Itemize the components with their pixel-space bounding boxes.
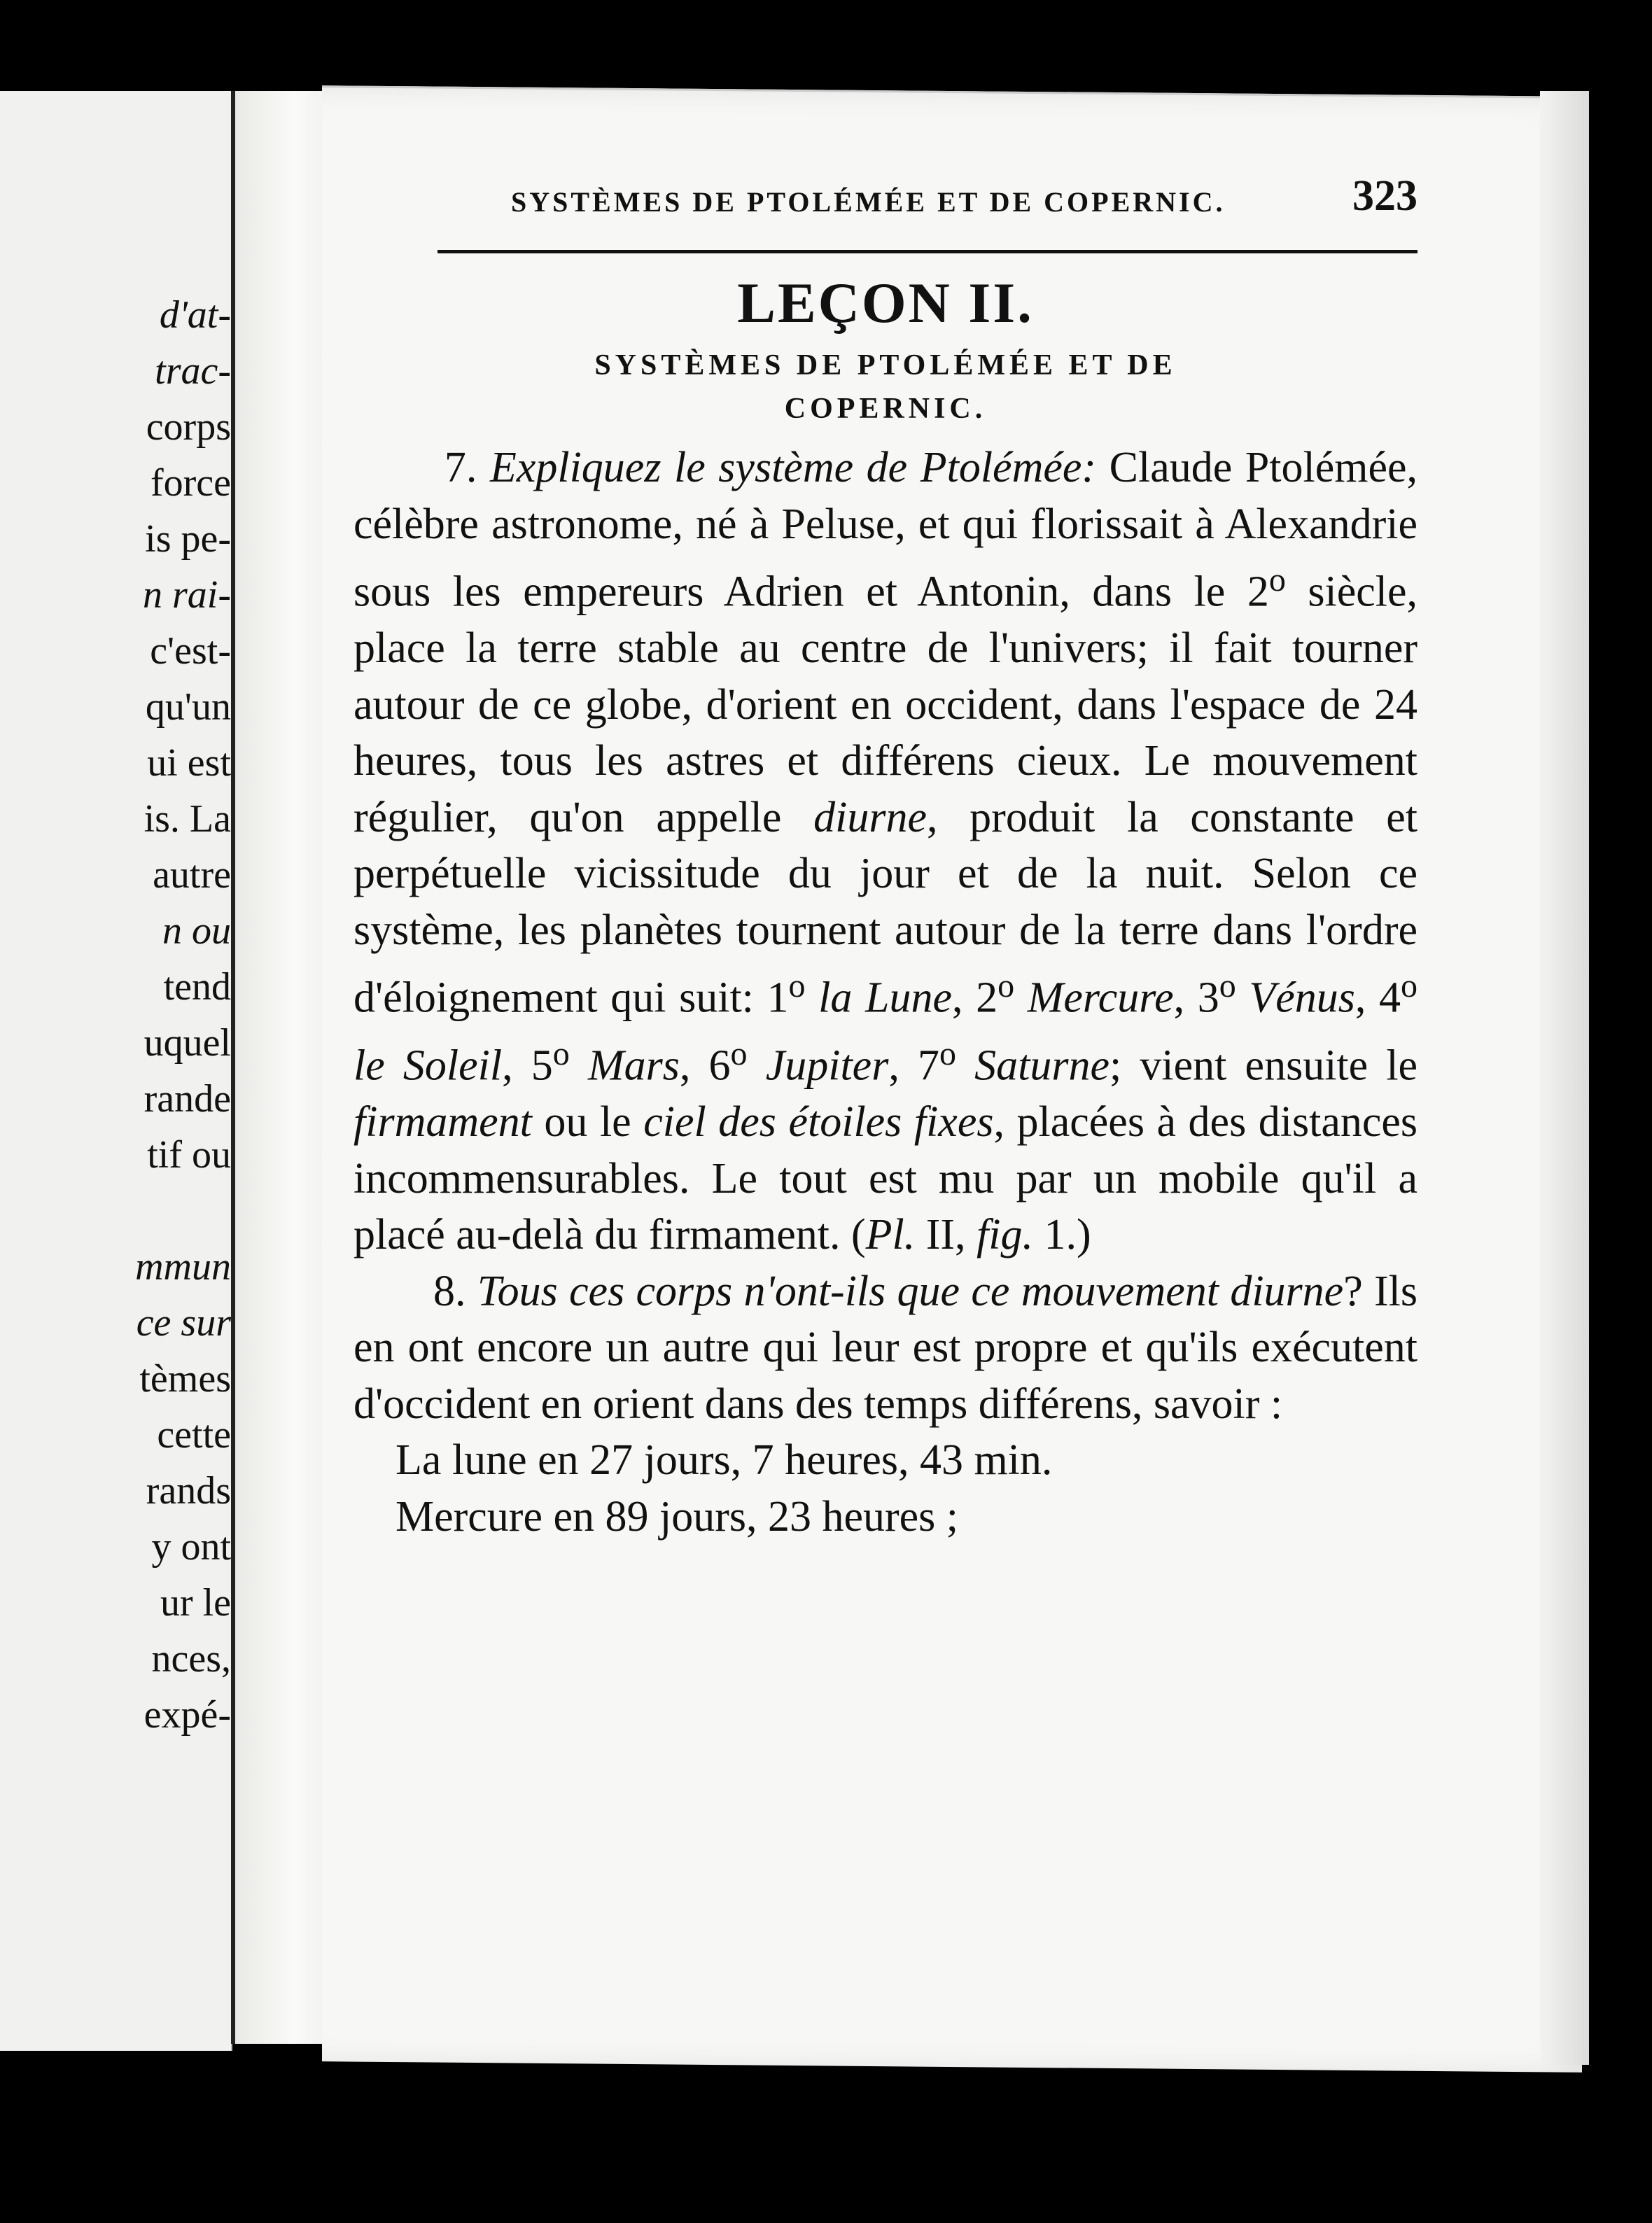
planet-4: le Soleil xyxy=(354,1042,503,1090)
planet-number: , 2 xyxy=(952,974,998,1022)
planet-number: , 4 xyxy=(1354,974,1401,1022)
ordinal: o xyxy=(1401,967,1418,1005)
figure-ref: fig. xyxy=(976,1211,1033,1259)
left-page-line: is pe- xyxy=(145,517,231,561)
ordinal: o xyxy=(730,1035,748,1073)
term-ciel: ciel des étoiles fixes xyxy=(643,1098,994,1146)
term-diurne: diurne xyxy=(813,793,927,841)
left-page-line: tend xyxy=(163,965,231,1009)
period-list xyxy=(354,1432,1418,1545)
list-item: La lune en 27 jours, 7 heures, 43 min. xyxy=(396,1436,1053,1485)
left-page-line: d'at- xyxy=(159,293,231,337)
answer-text: , produit la constante et perpétuelle vicissitude du jour et de la nuit. Selon ce système, les planètes tournent autour de la terre dans l'ordre d'éloignement qui suit: 1 xyxy=(354,793,1418,1022)
running-head xyxy=(354,171,1418,234)
ordinal: o xyxy=(788,967,806,1005)
running-title: SYSTÈMES DE PTOLÉMÉE ET DE COPERNIC. xyxy=(511,186,1226,218)
ordinal: o xyxy=(1268,561,1286,598)
planet-number: , 7 xyxy=(888,1042,939,1090)
page-edge xyxy=(1540,91,1589,2065)
term-firmament: firmament xyxy=(354,1098,532,1146)
answer-text: ; vient ensuite le xyxy=(1110,1042,1418,1090)
planet-6: Jupiter xyxy=(765,1042,889,1090)
left-page-line: force xyxy=(150,461,231,505)
left-page xyxy=(0,91,232,2051)
left-page-line: cette xyxy=(157,1413,231,1457)
answer-text: , placées à des distances incommensurables. Le tout est mu par un mobile qu'il a placé au-delà du firmament. ( xyxy=(354,1098,1418,1259)
page-content xyxy=(354,171,1418,1545)
left-page-line: ur le xyxy=(160,1581,231,1625)
left-page-line: ce sur xyxy=(136,1301,231,1345)
left-page-text xyxy=(135,287,231,1743)
planet-number: , 3 xyxy=(1173,974,1219,1022)
planet-1: la Lune xyxy=(818,974,953,1022)
left-page-line: c'est- xyxy=(150,629,231,673)
question-8-paragraph xyxy=(354,1263,1418,1433)
planet-7: Saturne xyxy=(974,1042,1110,1090)
left-page-line: qu'un xyxy=(145,685,231,729)
left-page-line: ui est xyxy=(147,741,231,785)
section-title: SYSTÈMES DE PTOLÉMÉE ET DE xyxy=(594,349,1177,381)
left-page-line: rands xyxy=(146,1469,231,1513)
left-page-line: n ou xyxy=(162,909,231,953)
question-number: 8. xyxy=(433,1267,466,1315)
ordinal: o xyxy=(997,967,1015,1005)
figure-number: 1.) xyxy=(1032,1211,1091,1259)
question-text: Tous ces corps n'ont-ils que ce mouvement diurne xyxy=(477,1267,1344,1315)
left-page-line xyxy=(135,1183,231,1239)
ordinal: o xyxy=(552,1035,570,1073)
lesson-title: LEÇON II. xyxy=(737,271,1034,335)
plate-number: II, xyxy=(915,1211,976,1259)
question-7-paragraph xyxy=(354,440,1418,1263)
left-page-line: corps xyxy=(146,405,231,449)
answer-text: ou le xyxy=(531,1098,644,1146)
ordinal: o xyxy=(1219,967,1236,1005)
left-page-line: uquel xyxy=(144,1021,231,1065)
planet-3: Vénus xyxy=(1249,974,1355,1022)
ordinal: o xyxy=(939,1035,956,1073)
left-page-line: y ont xyxy=(151,1525,231,1569)
plate-ref: Pl. xyxy=(865,1211,916,1259)
left-page-line: expé- xyxy=(144,1693,231,1737)
page-number: 323 xyxy=(1352,172,1418,220)
left-page-line: tif ou xyxy=(147,1133,231,1177)
left-page-line: trac- xyxy=(155,349,231,393)
left-page-line: nces, xyxy=(151,1637,231,1681)
question-number: 7. xyxy=(444,444,477,491)
left-page-line: mmun xyxy=(135,1245,231,1289)
left-page-line: n rai- xyxy=(143,573,231,617)
planet-5: Mars xyxy=(587,1042,680,1090)
left-page-line: autre xyxy=(153,853,231,897)
planet-number: , 5 xyxy=(502,1042,553,1090)
list-item: Mercure en 89 jours, 23 heures ; xyxy=(396,1492,959,1541)
left-page-line: rande xyxy=(144,1077,231,1121)
answer-text: Claude Ptolémée, célèbre astronome, né à Peluse, et qui florissait à Alexandrie sous les empereurs Adrien et Antonin, dans le 2 xyxy=(354,444,1418,616)
answer-text: ? Ils en ont encore un autre qui leur est propre et qu'ils exécutent d'occident en orient dans des temps différens, savoir : xyxy=(354,1267,1418,1428)
planet-2: Mercure xyxy=(1027,974,1174,1022)
left-page-line: tèmes xyxy=(139,1357,231,1401)
body-text xyxy=(354,440,1418,1545)
answer-text: siècle, place la terre stable au centre de l'univers; il fait tourner autour de ce globe, d'orient en occident, dans l'espace de 24 heures, tous les astres et différens cieux. Le mouvement régulier, qu'on appelle xyxy=(354,568,1418,841)
page-fold xyxy=(231,91,333,2044)
planet-number: , 6 xyxy=(679,1042,731,1090)
question-text: Expliquez le système de Ptolémée: xyxy=(489,444,1097,491)
header-rule xyxy=(438,250,1418,253)
section-title-continued: COPERNIC. xyxy=(784,393,987,425)
left-page-line: is. La xyxy=(144,797,231,841)
